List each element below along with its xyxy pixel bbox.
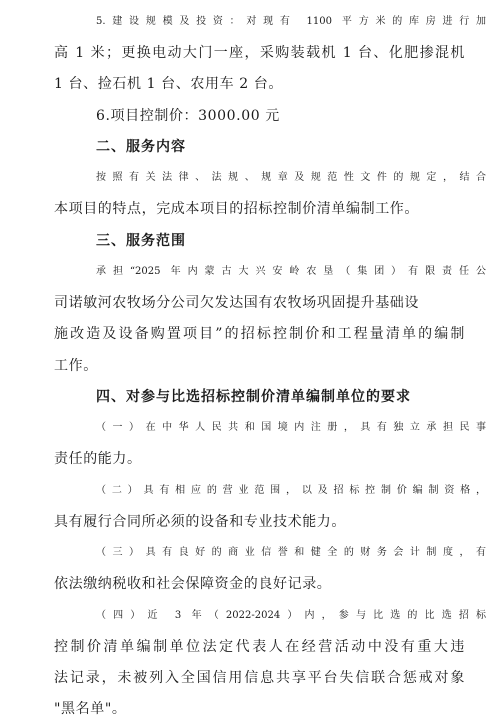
req4-line2: 控制价清单编制单位法定代表人在经营活动中没有重大违 [54,639,465,655]
req4-line1: （四）近 3 年（2022-2024）内，参与比选的比选招标 [96,610,486,621]
section3-line3: 施改造及设备购置项目”的招标控制价和工程量清单的编制 [54,326,465,342]
section2-title: 二、服务内容 [96,139,186,155]
item5-line1: 5.建设规模及投资：对现有 1100 平方米的库房进行加 [96,16,486,27]
item5-line3: 1 台、捡石机 1 台、农用车 2 台。 [54,76,283,92]
req1-line2: 责任的能力。 [54,451,142,467]
req3-line1: （三）具有良好的商业信誉和健全的财务会计制度，有 [96,547,486,558]
section3-line4: 工作。 [54,358,98,374]
req3-line2: 依法缴纳税收和社会保障资金的良好记录。 [54,576,332,592]
section3-title: 三、服务范围 [96,233,186,249]
req1-line1: （一）在中华人民共和国境内注册，具有独立承担民事 [96,422,486,433]
req2-line1: （二）具有相应的营业范围，以及招标控制价编制资格， [96,485,486,496]
item5-line2: 高 1 米；更换电动大门一座，采购装载机 1 台、化肥掺混机 [54,45,465,61]
section2-line1: 按照有关法律、法规、规章及规范性文件的规定，结合 [96,172,486,183]
section3-line2: 司诺敏河农牧场分公司欠发达国有农牧场巩固提升基础设 [54,295,419,311]
section2-line2: 本项目的特点，完成本项目的招标控制价清单编制工作。 [54,201,419,217]
req4-line4: "黑名单"。 [54,701,127,717]
section4-title: 四、对参与比选招标控制价清单编制单位的要求 [96,389,411,405]
item6-control-price: 6.项目控制价：3000.00 元 [96,108,280,124]
req2-line2: 具有履行合同所必须的设备和专业技术能力。 [54,514,346,530]
req4-line3: 法记录，未被列入全国信用信息共享平台失信联合惩戒对象 [54,670,465,686]
section3-line1: 承担“2025 年内蒙古大兴安岭农垦（集团）有限责任公 [96,266,486,277]
